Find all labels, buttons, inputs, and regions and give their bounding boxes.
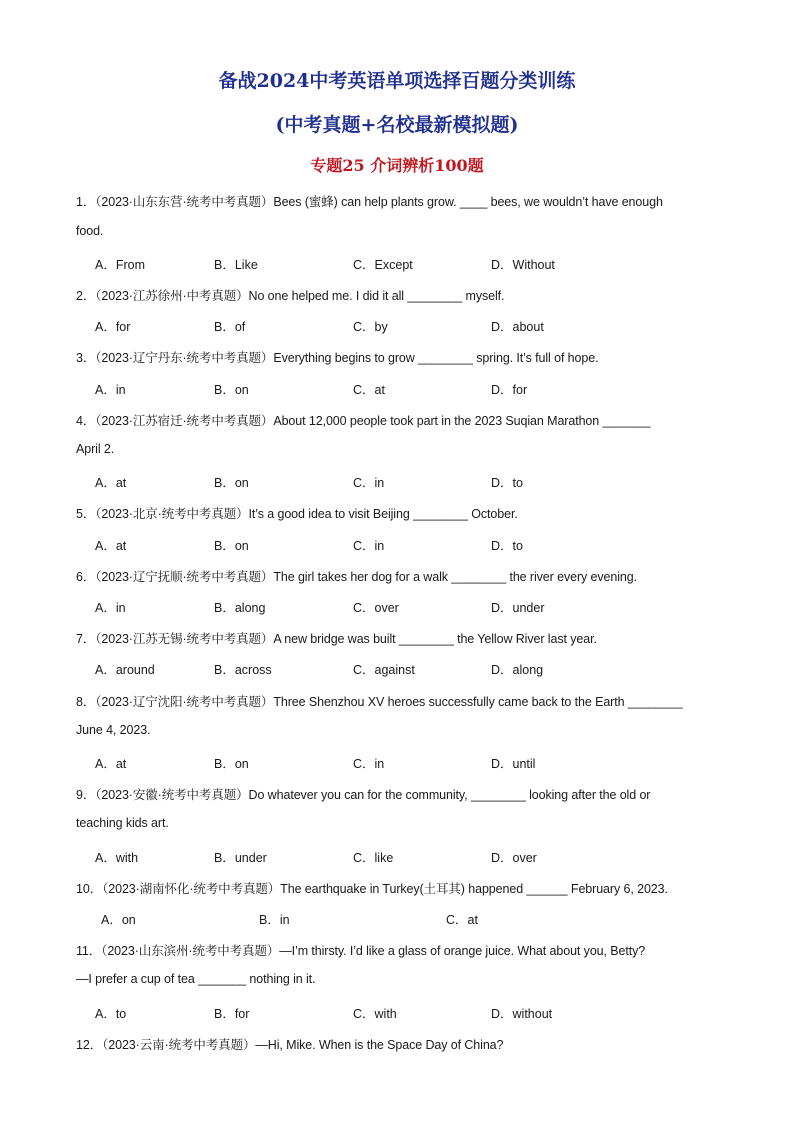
- question-11-stem-line-1: 11．（2023·山东滨州·统考中考真题）—I’m thirsty. I’d like a glass of orange juice. What about you, Betty?: [76, 944, 646, 958]
- question-9-stem-line-1: 9．（2023·安徽·统考中考真题）Do whatever you can for the community, ________ looking after the old or: [76, 788, 651, 802]
- question-5-option-c: C．in: [353, 539, 385, 553]
- question-7-option-c: C．against: [353, 663, 415, 677]
- question-5-option-a: A．at: [95, 539, 127, 553]
- question-2-option-c: C．by: [353, 320, 388, 334]
- question-11-option-d: D．without: [491, 1007, 553, 1021]
- question-3-option-b: B．on: [214, 383, 249, 397]
- question-10-option-a: A．on: [101, 913, 136, 927]
- topic-heading: 专题25 介词辨析100题: [310, 156, 484, 175]
- document-title: 备战2024中考英语单项选择百题分类训练: [218, 70, 576, 92]
- question-2-option-a: A．for: [95, 320, 131, 334]
- question-11-stem-line-2: —I prefer a cup of tea _______ nothing in it.: [76, 972, 316, 986]
- question-8-option-c: C．in: [353, 757, 385, 771]
- question-4-option-c: C．in: [353, 476, 385, 490]
- question-1-option-c: C．Except: [353, 258, 413, 272]
- question-5-stem-line-1: 5．（2023·北京·统考中考真题）It’s a good idea to visit Beijing ________ October.: [76, 507, 518, 521]
- question-11-option-c: C．with: [353, 1007, 397, 1021]
- question-11-option-a: A．to: [95, 1007, 127, 1021]
- question-2-stem-line-1: 2．（2023·江苏徐州·中考真题）No one helped me. I did it all ________ myself.: [76, 289, 505, 303]
- question-8-option-a: A．at: [95, 757, 127, 771]
- question-9-option-b: B．under: [214, 851, 267, 865]
- question-7-option-a: A．around: [95, 663, 155, 677]
- question-4-stem-line-1: 4．（2023·江苏宿迁·统考中考真题）About 12,000 people took part in the 2023 Suqian Marathon _______: [76, 414, 651, 428]
- question-4-option-d: D．to: [491, 476, 523, 490]
- question-8-option-d: D．until: [491, 757, 536, 771]
- question-10-option-c: C．at: [446, 913, 478, 927]
- question-1-option-a: A．From: [95, 258, 146, 272]
- question-11-option-b: B．for: [214, 1007, 250, 1021]
- question-2-option-d: D．about: [491, 320, 544, 334]
- question-3-option-d: D．for: [491, 383, 528, 397]
- question-6-option-c: C．over: [353, 601, 399, 615]
- document-subtitle: (中考真题+名校最新模拟题): [275, 114, 519, 136]
- question-3-option-c: C．at: [353, 383, 385, 397]
- question-5-option-d: D．to: [491, 539, 523, 553]
- question-6-option-a: A．in: [95, 601, 126, 615]
- question-6-option-d: D．under: [491, 601, 545, 615]
- question-9-option-d: D．over: [491, 851, 537, 865]
- question-7-option-b: B．across: [214, 663, 272, 677]
- question-4-option-b: B．on: [214, 476, 249, 490]
- question-8-stem-line-2: June 4, 2023.: [76, 723, 151, 737]
- question-8-stem-line-1: 8．（2023·辽宁沈阳·统考中考真题）Three Shenzhou XV heroes successfully came back to the Earth ________: [76, 695, 683, 709]
- question-1-option-b: B．Like: [214, 258, 258, 272]
- question-7-stem-line-1: 7．（2023·江苏无锡·统考中考真题）A new bridge was built ________ the Yellow River last year.: [76, 632, 597, 646]
- question-3-option-a: A．in: [95, 383, 126, 397]
- question-8-option-b: B．on: [214, 757, 249, 771]
- question-10-stem-line-1: 10．（2023·湖南怀化·统考中考真题）The earthquake in Turkey(土耳其) happened ______ February 6, 2023.: [76, 882, 668, 896]
- question-5-option-b: B．on: [214, 539, 249, 553]
- question-7-option-d: D．along: [491, 663, 544, 677]
- question-9-option-c: C．like: [353, 851, 394, 865]
- question-4-option-a: A．at: [95, 476, 127, 490]
- question-10-option-b: B．in: [259, 913, 290, 927]
- question-3-stem-line-1: 3．（2023·辽宁丹东·统考中考真题）Everything begins to grow ________ spring. It’s full of hope.: [76, 351, 599, 365]
- question-2-option-b: B．of: [214, 320, 246, 334]
- question-1-stem-line-1: 1．（2023·山东东营·统考中考真题）Bees (蜜蜂) can help plants grow. ____ bees, we wouldn’t have enough: [76, 195, 663, 209]
- question-12-stem-line-1: 12．（2023·云南·统考中考真题）—Hi, Mike. When is the Space Day of China?: [76, 1038, 504, 1052]
- question-9-option-a: A．with: [95, 851, 139, 865]
- question-6-option-b: B．along: [214, 601, 266, 615]
- question-1-stem-line-2: food.: [76, 224, 104, 238]
- question-9-stem-line-2: teaching kids art.: [76, 816, 169, 830]
- question-6-stem-line-1: 6．（2023·辽宁抚顺·统考中考真题）The girl takes her dog for a walk ________ the river every evening.: [76, 570, 637, 584]
- question-1-option-d: D．Without: [491, 258, 555, 272]
- question-4-stem-line-2: April 2.: [76, 442, 115, 456]
